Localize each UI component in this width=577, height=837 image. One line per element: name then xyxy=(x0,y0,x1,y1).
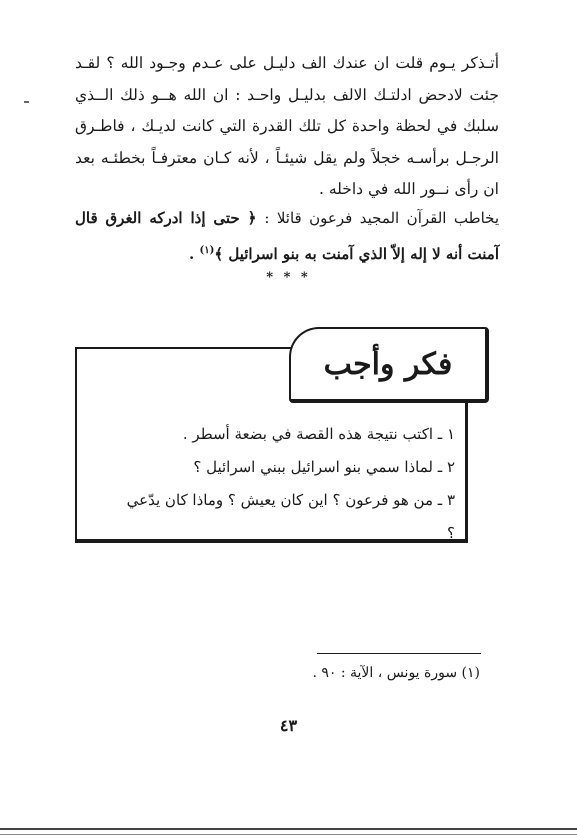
quran-paragraph xyxy=(75,203,499,270)
exercise-title: فكر وأجب xyxy=(289,327,489,403)
question-item: ٣ ـ من هو فرعون ؟ اين كان يعيش ؟ وماذا كان يدّعي ؟ xyxy=(126,491,455,542)
quote-end-period: . xyxy=(189,244,195,263)
quote-open-bracket: ﴿ xyxy=(247,209,257,227)
quote-close-bracket: ﴾ xyxy=(214,244,224,263)
page-number: ٤٣ xyxy=(279,716,298,735)
question-item: ١ ـ اكتب نتيجة هذه القصة في بضعة أسطر . xyxy=(182,425,455,443)
page-bottom-edge xyxy=(0,828,577,830)
story-paragraph: أتـذكر يـوم قلت ان عندك الف دليـل على عـدم وجـود الله ؟ لقـد جئت لادحض ادلتـك الالف بدليـل واحـد : ان الله هــو ذلك الــذي سلبك في لحظة واحدة كل تلك القدرة التي كانت لديـك ، فاطـرق الرجـل برأسـه خجلاً ولم يقل شيئـاً ، لأنه كـان معترفـاً بخطئـه بعد ان رأى نــور الله في داخله . xyxy=(75,54,499,198)
question-list xyxy=(125,418,455,542)
footnote: (١) سورة يونس ، الآية : ٩٠ . xyxy=(312,665,480,681)
footnote-divider xyxy=(317,653,481,654)
page-bottom-edge-shadow xyxy=(0,834,577,835)
margin-mark xyxy=(24,101,29,103)
section-separator: * * * xyxy=(266,270,311,285)
footnote-reference: (١) xyxy=(199,244,215,256)
quran-intro: يخاطب القرآن المجيد فرعون قائلا : xyxy=(264,209,499,227)
question-item: ٢ ـ لماذا سمي بنو اسرائيل ببني اسرائيل ؟ xyxy=(193,458,455,476)
quran-verse: حتى إذا ادركه الغرق قال آمنت أنه لا إله إلاّ الذي آمنت به بنو اسرائيل xyxy=(75,209,499,263)
